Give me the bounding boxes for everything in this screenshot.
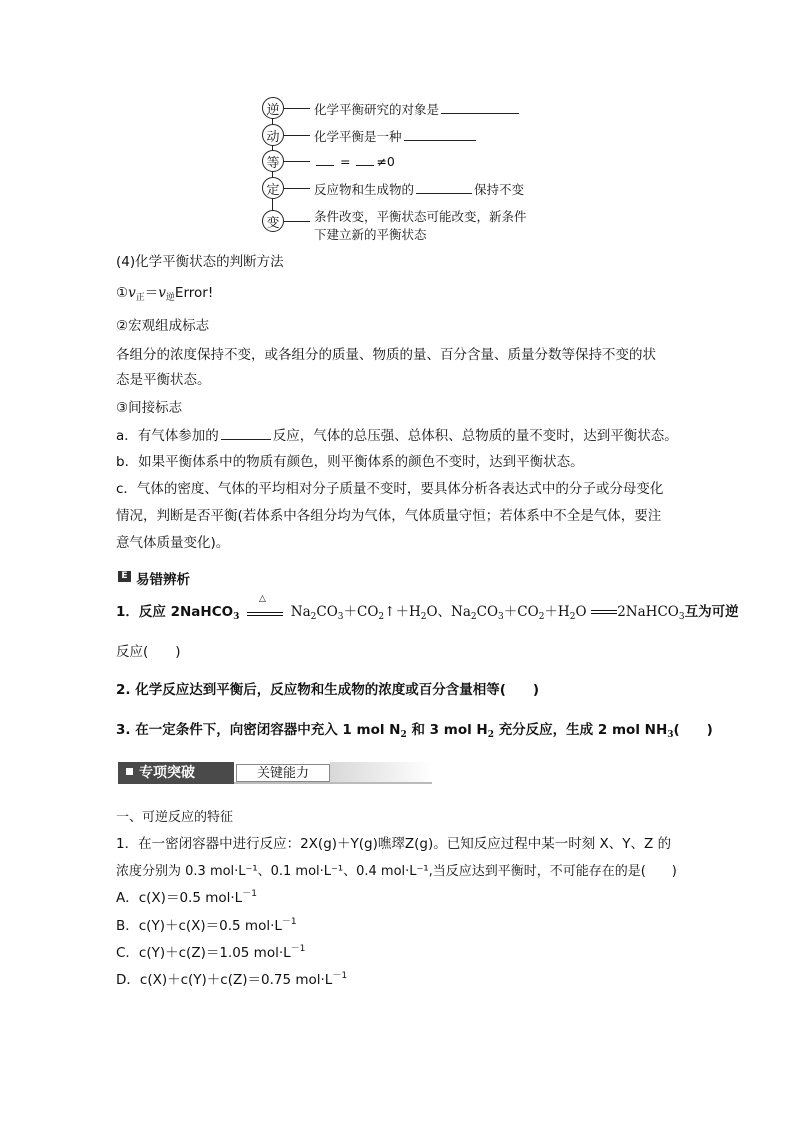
- indirect-a: [116, 424, 678, 444]
- indirect-c-line: 情况，判断是否平衡(若体系中各组分均为气体，气体质量守恒；若体系中不全是气体，要注: [116, 508, 662, 524]
- mindmap-node-dong: 动: [262, 124, 284, 146]
- blank: [416, 181, 472, 194]
- ding-text-a: 反应物和生成物的: [314, 182, 415, 197]
- question-2: 2. 化学反应达到平衡后，反应物和生成物的浓度或百分含量相等( ): [116, 682, 540, 698]
- q1-part: CO: [476, 604, 499, 620]
- subscript: 3: [678, 612, 685, 622]
- subscript: 2: [420, 612, 427, 622]
- criterion-indirect: ③间接标志: [116, 400, 183, 416]
- mindmap-branch: [284, 135, 310, 136]
- problem-line-1: [116, 832, 671, 852]
- garbled-arrow: 噍璻: [377, 836, 405, 852]
- subscript: 2: [400, 730, 407, 740]
- blank: [441, 101, 519, 114]
- mindmap-text-ding: [314, 180, 524, 198]
- a-post: 反应，气体的总压强、总体积、总物质的量不变时，达到平衡状态。: [272, 428, 678, 444]
- indirect-b: b．如果平衡体系中的物质有颜色，则平衡体系的颜色不变时，达到平衡状态。: [116, 454, 584, 470]
- q1-part: ＋CO: [503, 604, 539, 620]
- mindmap-node-deng: 等: [262, 150, 284, 172]
- mindmap-branch: [284, 188, 310, 189]
- banner-dark-label: 专项突破: [139, 765, 195, 781]
- section-heading: (4)化学平衡状态的判断方法: [116, 254, 284, 270]
- option-c-text: C．c(Y)＋c(Z)＝1.05 mol·L: [116, 945, 291, 961]
- sub-reverse: 逆: [165, 293, 175, 303]
- subscript: 3: [667, 730, 674, 740]
- equals: ＝: [144, 285, 159, 301]
- subscript: 3: [337, 612, 344, 622]
- equals-arrow: [591, 608, 617, 616]
- paragraph-line: 各组分的浓度保持不变，或各组分的质量、物质的量、百分含量、质量分数等保持不变的状: [116, 347, 656, 363]
- subscript: 3: [233, 612, 240, 622]
- q1-part: O: [575, 604, 587, 620]
- subscript: 2: [378, 612, 385, 622]
- paragraph-line: 态是平衡状态。: [116, 372, 211, 388]
- question-1-line2: 反应( ): [116, 644, 181, 660]
- problem-text: 1．在一密闭容器中进行反应：2X(g)＋Y(g): [116, 836, 378, 852]
- indirect-c-line: 意气体质量变化)。: [116, 535, 230, 551]
- banner-light: 关键能力: [236, 764, 330, 782]
- v-symbol: v: [128, 285, 136, 301]
- error-text: Error!: [174, 285, 214, 301]
- option-a[interactable]: [116, 886, 257, 906]
- a-pre: a．有气体参加的: [116, 428, 219, 444]
- mindmap-node-ni: 逆: [262, 97, 284, 119]
- num: ①: [116, 285, 129, 301]
- subscript: 2: [487, 730, 494, 740]
- q1-part: 互为可逆: [684, 604, 739, 620]
- not-equal-zero: ≠0: [376, 154, 395, 169]
- superscript: －1: [332, 971, 348, 981]
- equals-sign: =: [339, 154, 351, 169]
- question-3: [116, 718, 713, 740]
- subscript: 2: [538, 612, 545, 622]
- q3-part: 3. 在一定条件下，向密闭容器中充入 1 mol N: [116, 722, 401, 738]
- question-1: [116, 594, 739, 622]
- problem-text: Z(g)。已知反应过程中某一时刻 X、Y、Z 的: [404, 836, 672, 852]
- indirect-c-line: c．气体的密度、气体的平均相对分子质量不变时，要具体分析各表达式中的分子或分母变化: [116, 481, 664, 497]
- square-icon: [126, 768, 133, 775]
- heating-arrow: [247, 594, 283, 618]
- blank: [356, 153, 374, 166]
- mindmap-text-bian-2: 下建立新的平衡状态: [314, 227, 427, 242]
- criterion-rate: [116, 281, 213, 303]
- subscript: 2: [569, 612, 576, 622]
- option-b[interactable]: [116, 914, 297, 934]
- mindmap-branch: [284, 161, 310, 162]
- banner-dark: [118, 762, 234, 784]
- ni-text: 化学平衡研究的对象是: [314, 102, 440, 117]
- q1-part: 2NaHCO: [617, 604, 679, 620]
- q1-part: CO: [316, 604, 338, 620]
- mindmap-branch: [284, 108, 310, 109]
- q3-part: 充分反应，生成 2 mol NH: [498, 722, 668, 738]
- superscript: －1: [281, 917, 297, 927]
- superscript: －1: [290, 944, 306, 954]
- q3-part: 和 3 mol H: [411, 722, 488, 738]
- blank: [404, 128, 476, 141]
- errors-title: 易错辨析: [136, 572, 190, 588]
- q1-part: ↑＋H: [384, 604, 421, 620]
- sub-forward: 正: [135, 293, 145, 303]
- mindmap-node-ding: 定: [262, 177, 284, 199]
- q1-part: Na: [290, 604, 311, 620]
- banner-fade: [330, 762, 432, 784]
- criterion-macro: ②宏观组成标志: [116, 318, 210, 334]
- ding-text-b: 保持不变: [474, 182, 525, 197]
- mindmap-text-ni: [314, 100, 521, 118]
- dong-text: 化学平衡是一种: [314, 129, 402, 144]
- mindmap-branch: [284, 221, 310, 222]
- subscript: 2: [470, 612, 477, 622]
- option-d-text: D．c(X)＋c(Y)＋c(Z)＝0.75 mol·L: [116, 972, 333, 988]
- option-c[interactable]: [116, 941, 305, 961]
- q3-part: ( ): [673, 722, 713, 738]
- subscript: 2: [310, 612, 317, 622]
- section-banner: [118, 762, 432, 784]
- q1-part: ＋CO: [343, 604, 379, 620]
- mindmap-node-bian: 变: [262, 210, 284, 232]
- subscript: 3: [498, 612, 504, 622]
- v-symbol: v: [158, 285, 166, 301]
- mindmap-text-dong: [314, 127, 478, 145]
- q1-part: O、Na: [426, 604, 471, 620]
- blank: [221, 427, 271, 440]
- problem-line-2: 浓度分别为 0.3 mol·L⁻¹、0.1 mol·L⁻¹、0.4 mol·L⁻¹,当反应达到平衡时，不可能存在的是( ): [116, 864, 677, 879]
- option-b-text: B．c(Y)＋c(X)＝0.5 mol·L: [116, 918, 282, 934]
- q1-part: 1．反应 2NaHCO: [116, 604, 234, 620]
- option-d[interactable]: [116, 968, 347, 988]
- tag-icon: E: [118, 571, 131, 582]
- superscript: －1: [242, 889, 257, 899]
- blank: [316, 153, 334, 166]
- q1-part: ＋H: [544, 604, 570, 620]
- option-a-text: A．c(X)＝0.5 mol·L: [116, 890, 243, 906]
- mindmap-text-deng: [314, 153, 395, 169]
- part-title: 一、可逆反应的特征: [116, 810, 234, 825]
- heat-triangle-icon: △: [259, 594, 266, 604]
- mindmap-text-bian-1: 条件改变，平衡状态可能改变，新条件: [314, 209, 527, 224]
